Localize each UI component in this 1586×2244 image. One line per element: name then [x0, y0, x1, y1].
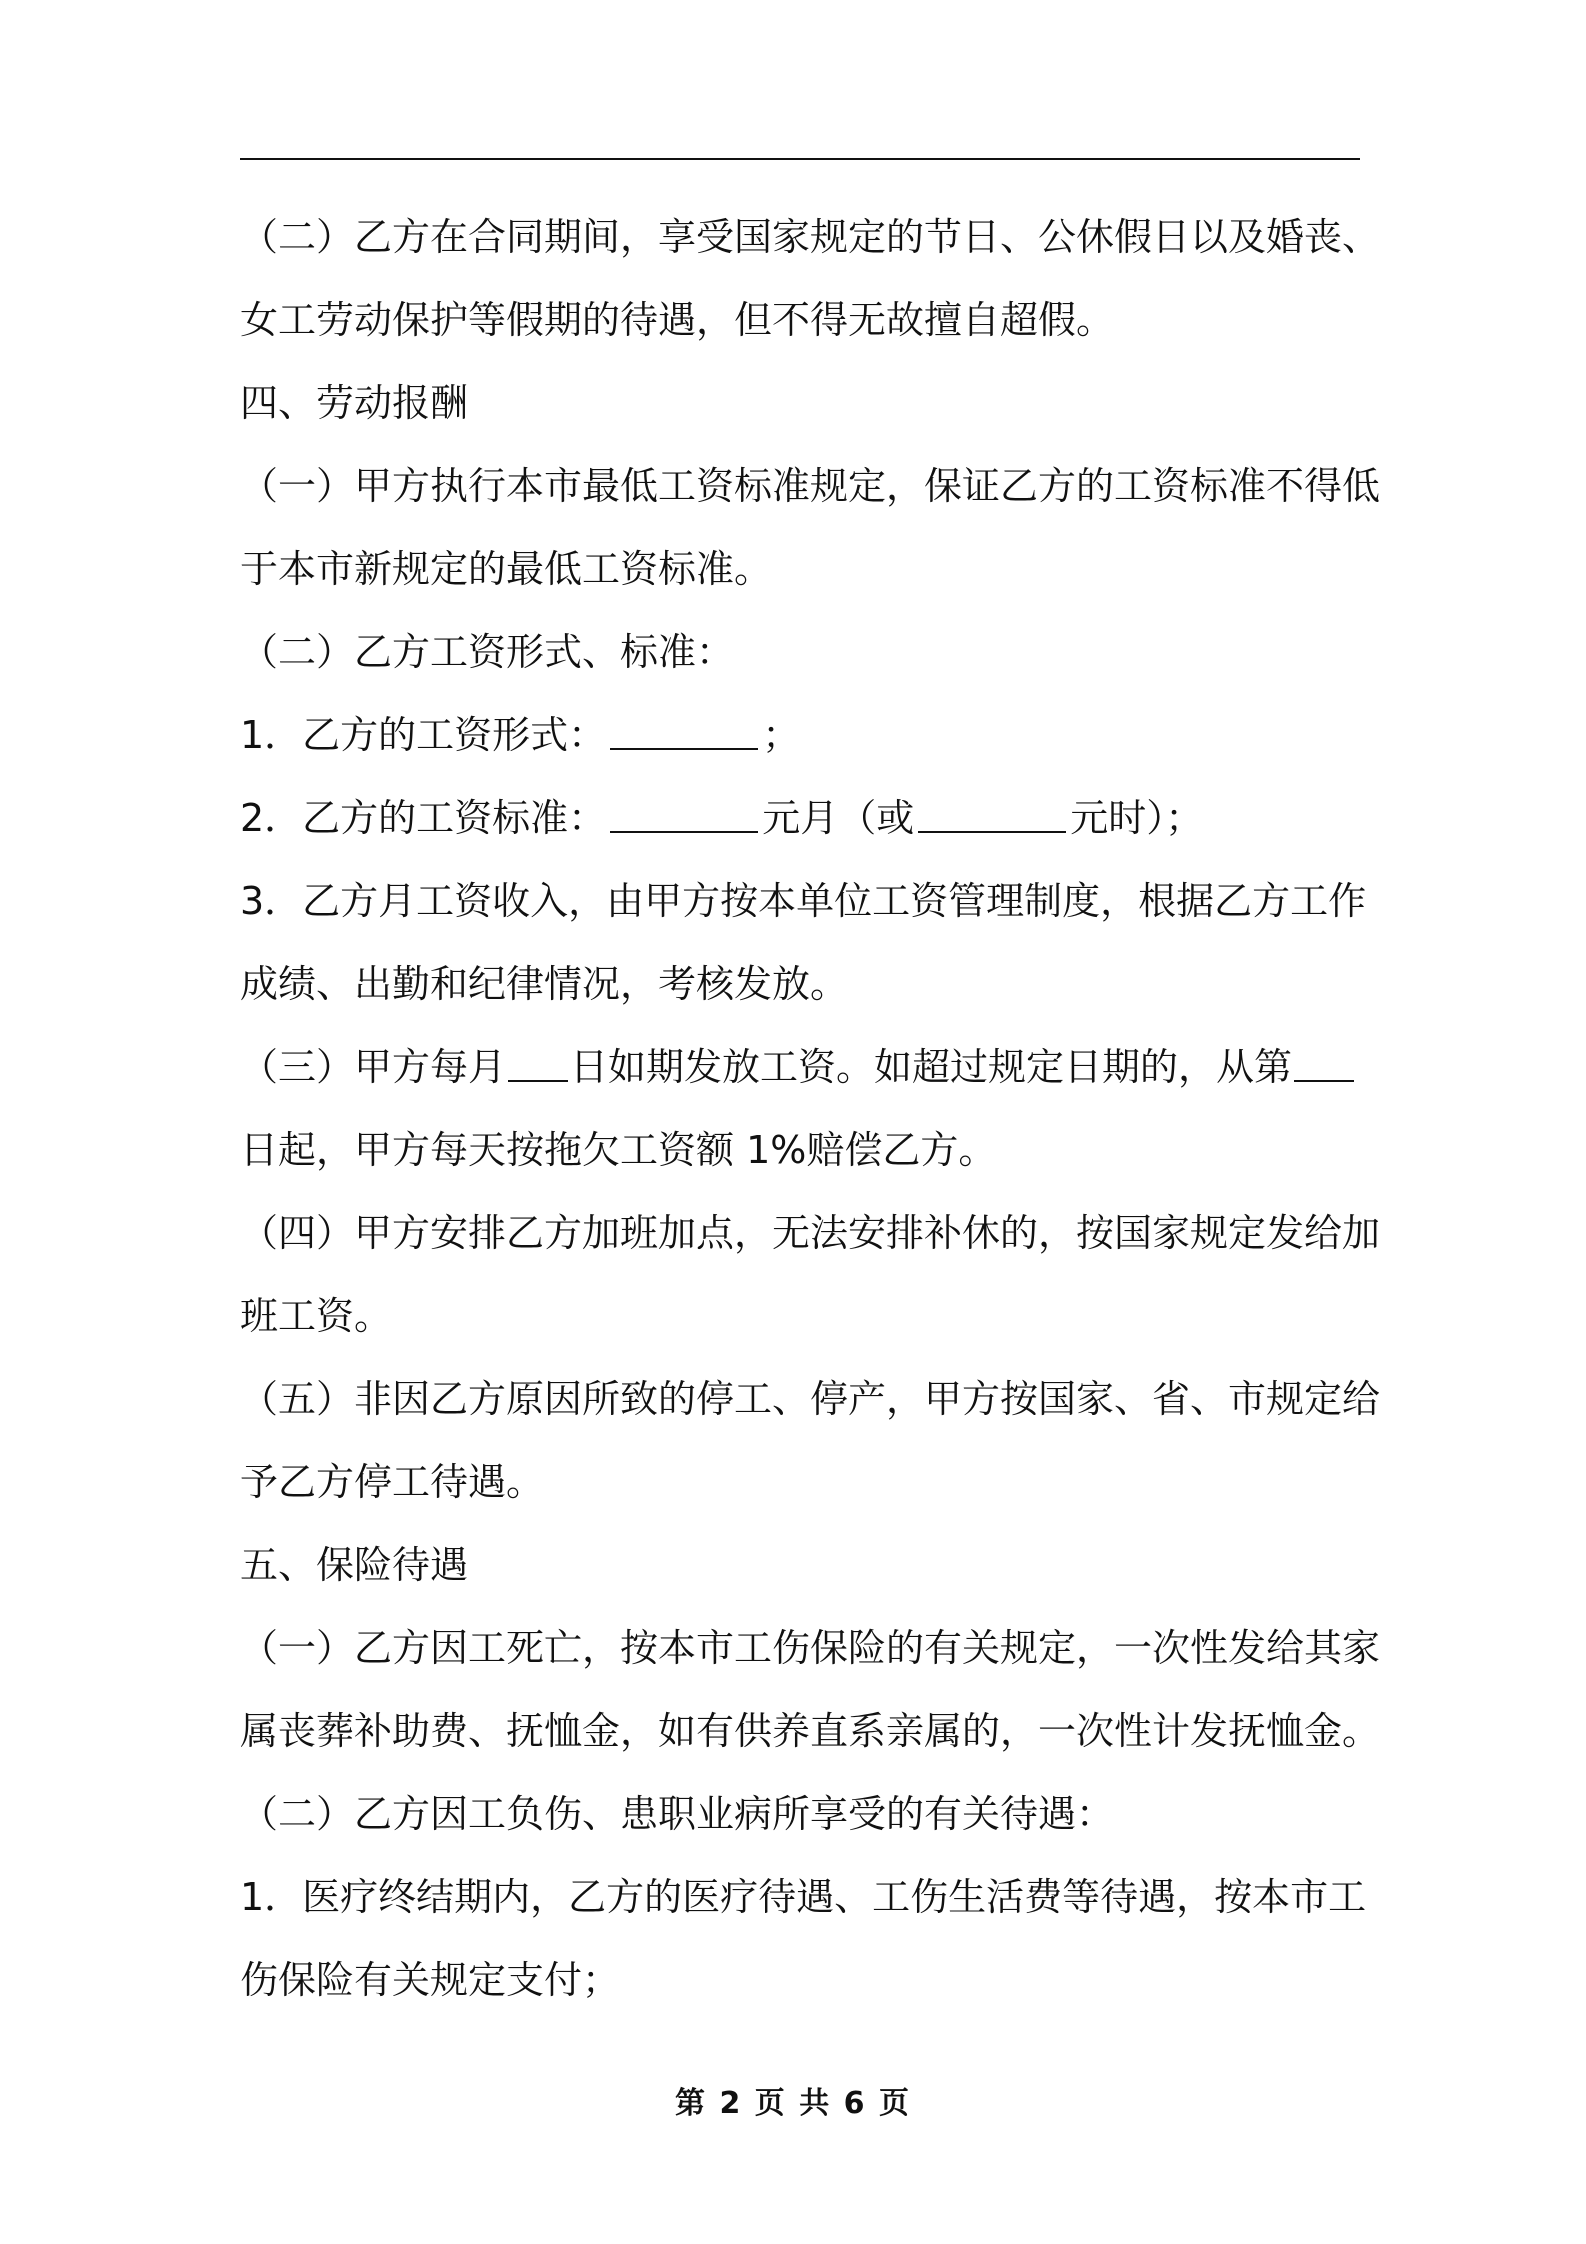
pay-date-label: （三）甲方每月	[240, 1045, 507, 1089]
paragraph-line: 成绩、出勤和纪律情况，考核发放。	[240, 962, 849, 1006]
overdue-day-blank[interactable]	[1294, 1046, 1354, 1082]
section-heading: 四、劳动报酬	[240, 381, 469, 425]
paragraph-line: （四）甲方安排乙方加班加点，无法安排补休的，按国家规定发给加	[240, 1211, 1381, 1255]
header-rule	[240, 158, 1360, 160]
paragraph-line: 属丧葬补助费、抚恤金，如有供养直系亲属的，一次性计发抚恤金。	[240, 1709, 1381, 1753]
pay-date-middle: 日如期发放工资。如超过规定日期的，从第	[570, 1045, 1293, 1089]
paragraph-line: （一）甲方执行本市最低工资标准规定，保证乙方的工资标准不得低	[240, 464, 1381, 508]
paragraph-line: （二）乙方工资形式、标准：	[240, 630, 735, 674]
wage-standard-line	[240, 777, 1360, 860]
paragraph-line: 于本市新规定的最低工资标准。	[240, 547, 773, 591]
paragraph-line: 予乙方停工待遇。	[240, 1460, 545, 1504]
wage-form-label: 1．乙方的工资形式：	[240, 713, 607, 757]
paragraph-line: 班工资。	[240, 1294, 393, 1338]
wage-form-blank[interactable]	[610, 714, 758, 750]
pay-date-line	[240, 1026, 1360, 1109]
wage-standard-label: 2．乙方的工资标准：	[240, 796, 607, 840]
paragraph-line: 1．医疗终结期内，乙方的医疗待遇、工伤生活费等待遇，按本市工	[240, 1875, 1367, 1919]
paragraph-line: （二）乙方在合同期间，享受国家规定的节日、公休假日以及婚丧、	[240, 215, 1381, 259]
section-heading: 五、保险待遇	[240, 1543, 469, 1587]
monthly-wage-blank[interactable]	[610, 797, 758, 833]
wage-form-suffix: ；	[762, 713, 801, 757]
paragraph-line: （一）乙方因工死亡，按本市工伤保险的有关规定，一次性发给其家	[240, 1626, 1381, 1670]
wage-standard-suffix: 元时）；	[1070, 796, 1204, 840]
paragraph-line: （五）非因乙方原因所致的停工、停产，甲方按国家、省、市规定给	[240, 1377, 1381, 1421]
hourly-wage-blank[interactable]	[918, 797, 1066, 833]
paragraph-line: （二）乙方因工负伤、患职业病所享受的有关待遇：	[240, 1792, 1115, 1836]
wage-form-line	[240, 694, 1360, 777]
wage-standard-middle: 元月（或	[762, 796, 915, 840]
pay-day-blank[interactable]	[508, 1046, 568, 1082]
paragraph-line: 女工劳动保护等假期的待遇，但不得无故擅自超假。	[240, 298, 1115, 342]
document-body	[240, 196, 1381, 2022]
paragraph-line: 3．乙方月工资收入，由甲方按本单位工资管理制度，根据乙方工作	[240, 879, 1367, 923]
paragraph-line: 日起，甲方每天按拖欠工资额 1%赔偿乙方。	[240, 1128, 997, 1172]
paragraph-line: 伤保险有关规定支付；	[240, 1958, 621, 2002]
page-number: 第 2 页 共 6 页	[675, 2086, 911, 2121]
